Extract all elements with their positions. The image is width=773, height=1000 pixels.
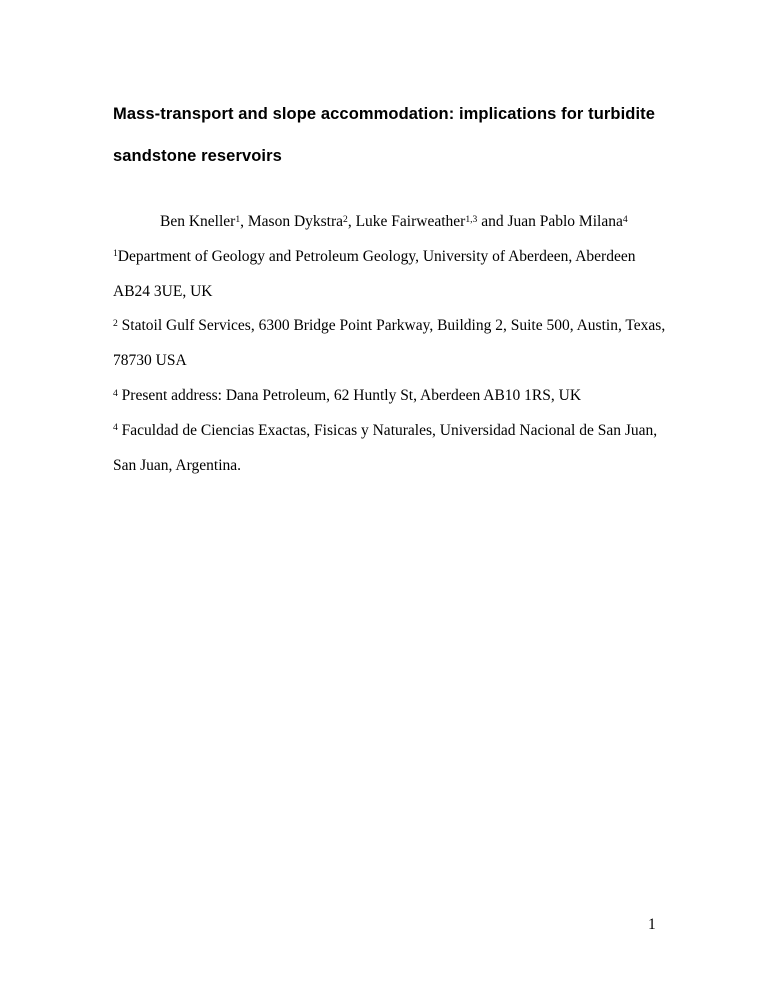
page-number: 1 (648, 916, 656, 933)
front-matter (113, 205, 665, 483)
affiliation-1-line-1: $^1$Department of Geology and Petroleum Geology, University of Aberdeen, Aberdeen (113, 247, 636, 265)
paper-title-line-2: sandstone reservoirs (113, 147, 282, 165)
affiliation-4-line-1: $^4$ Faculdad de Ciencias Exactas, Fisicas y Naturales, Universidad Nacional de San Juan, (113, 421, 658, 439)
paper-title-line-1: Mass-transport and slope accommodation: implications for turbidite (113, 105, 655, 123)
paper-title (113, 93, 655, 177)
affiliation-2-line-1: $^2$ Statoil Gulf Services, 6300 Bridge Point Parkway, Building 2, Suite 500, Austin, Texas, (113, 317, 666, 335)
affiliation-4-line-2: San Juan, Argentina. (113, 456, 242, 474)
affiliation-3-line-1: $^4$ Present address: Dana Petroleum, 62 Huntly St, Aberdeen AB10 1RS, UK (113, 386, 582, 404)
affiliation-2-line-2: 78730 USA (113, 352, 187, 370)
affiliation-1-line-2: AB24 3UE, UK (113, 282, 213, 300)
author-line: Ben Kneller$^1$, Mason Dykstra$^2$, Luke Fairweather$^{1,3}$ and Juan Pablo Milana$^4$ (160, 213, 628, 230)
